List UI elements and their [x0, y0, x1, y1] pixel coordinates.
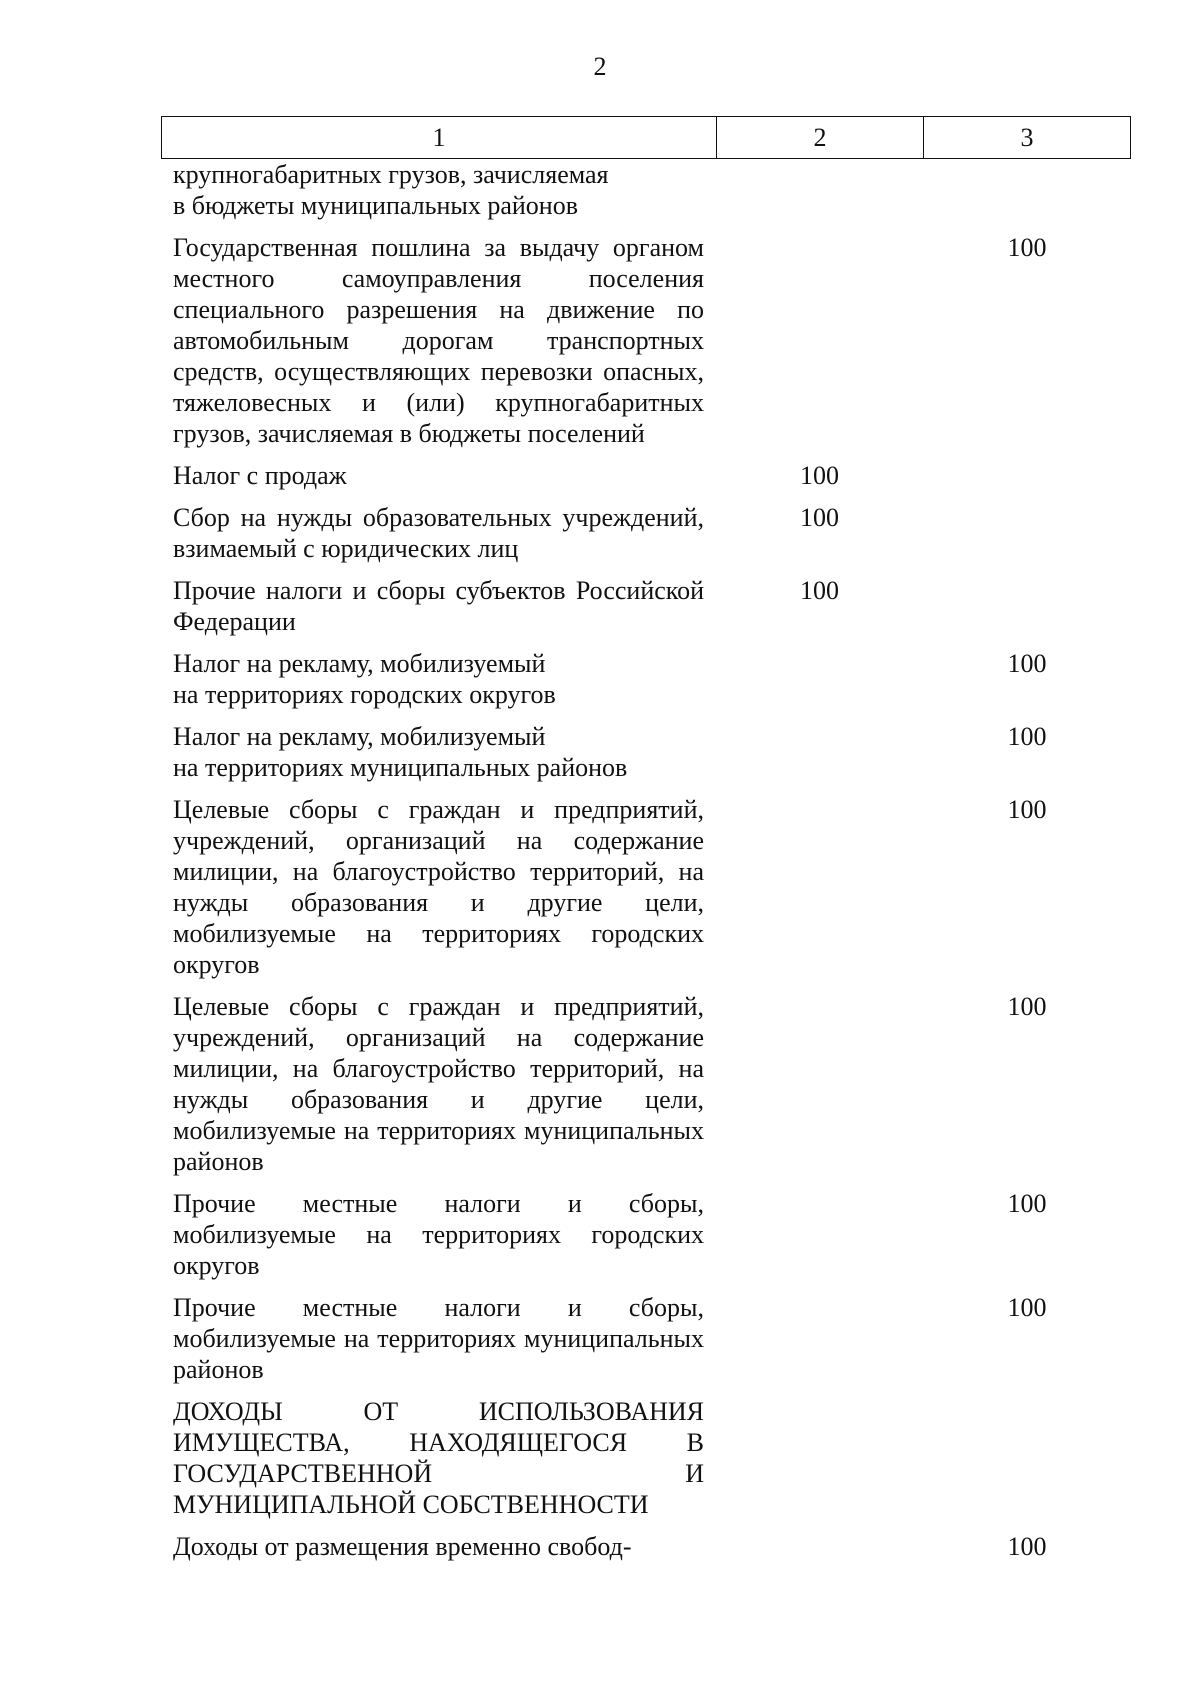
- table-body: [161, 159, 1131, 1573]
- row-description: Прочие местные налоги и сборы, мобилизуемые на территориях городских округов: [173, 1189, 704, 1280]
- row-description: Целевые сборы с граждан и предприятий, учреждений, организаций на содержание милиции, на благоустройство территорий, на нужды образования и другие цели, мобилизуемые на территориях муниципальных районов: [173, 992, 704, 1176]
- table-row: [161, 794, 1131, 980]
- row-value-col2: [716, 991, 923, 1177]
- table-row: [161, 232, 1131, 449]
- row-value-col3: [923, 1396, 1131, 1520]
- row-value-col3: 100: [1007, 1293, 1047, 1322]
- row-value-col3: [923, 159, 1131, 221]
- row-value-col2: [716, 648, 923, 710]
- table-row: [161, 460, 1131, 491]
- row-value-col2: 100: [800, 576, 839, 605]
- row-value-col2: [716, 159, 923, 221]
- table-header-cell-3: 3: [1020, 122, 1034, 152]
- row-value-col3: 100: [1007, 992, 1047, 1021]
- row-description: Сбор на нужды образовательных учреждений, взимаемый с юридических лиц: [173, 503, 704, 563]
- table-row: [161, 502, 1131, 564]
- table-header-row: [161, 116, 1131, 159]
- row-description: Государственная пошлина за выдачу органом местного самоуправления поселения специального разрешения на движение по автомобильным дорогам транспортных средств, осуществляющих перевозки опасных, тяжеловесных и (или) крупногабаритных грузов, зачисляемая в бюджеты поселений: [173, 233, 704, 448]
- row-description: Прочие налоги и сборы субъектов Российской Федерации: [173, 576, 704, 636]
- row-value-col3: 100: [1007, 795, 1047, 824]
- row-value-col2: [716, 232, 923, 449]
- row-description: Налог на рекламу, мобилизуемый на территориях муниципальных районов: [173, 722, 628, 782]
- table-header-cell-1: 1: [162, 117, 717, 158]
- row-description: Налог на рекламу, мобилизуемый на территориях городских округов: [173, 649, 556, 709]
- table-row: [161, 1531, 1131, 1562]
- row-description: крупногабаритных грузов, зачисляемая в бюджеты муниципальных районов: [173, 160, 609, 220]
- row-value-col3: 100: [1007, 1189, 1047, 1218]
- row-value-col3: [923, 460, 1131, 491]
- table-header-cell-2: 2: [717, 117, 924, 158]
- row-value-col2: [716, 794, 923, 980]
- table-row: [161, 1396, 1131, 1520]
- row-value-col2: 100: [800, 503, 839, 532]
- row-value-col2: [716, 1188, 923, 1281]
- row-value-col3: 100: [1007, 649, 1047, 678]
- row-value-col3: 100: [1007, 1532, 1047, 1561]
- row-description: Доходы от размещения временно свобод-: [173, 1532, 632, 1561]
- table-row: [161, 1188, 1131, 1281]
- section-heading: ДОХОДЫ ОТ ИСПОЛЬЗОВАНИЯ ИМУЩЕСТВА, НАХОДЯЩЕГОСЯ В ГОСУДАРСТВЕННОЙ И МУНИЦИПАЛЬНОЙ СОБСТВЕННОСТИ: [173, 1397, 704, 1519]
- row-value-col2: [716, 1531, 923, 1562]
- row-value-col2: [716, 721, 923, 783]
- row-value-col3: 100: [1007, 722, 1047, 751]
- table-row: [161, 648, 1131, 710]
- table-row: [161, 159, 1131, 221]
- table-row: [161, 991, 1131, 1177]
- row-value-col2: [716, 1396, 923, 1520]
- row-value-col2: 100: [800, 461, 839, 490]
- row-description: Налог с продаж: [173, 461, 347, 490]
- page-number: 2: [593, 52, 607, 81]
- table-row: [161, 721, 1131, 783]
- row-description: Прочие местные налоги и сборы, мобилизуемые на территориях муниципальных районов: [173, 1293, 704, 1384]
- row-value-col3: 100: [1007, 233, 1047, 262]
- row-value-col3: [923, 575, 1131, 637]
- row-value-col3: [923, 502, 1131, 564]
- row-value-col2: [716, 1292, 923, 1385]
- table-row: [161, 1292, 1131, 1385]
- table-row: [161, 575, 1131, 637]
- row-description: Целевые сборы с граждан и предприятий, учреждений, организаций на содержание милиции, на благоустройство территорий, на нужды образования и другие цели, мобилизуемые на территориях городских округов: [173, 795, 704, 979]
